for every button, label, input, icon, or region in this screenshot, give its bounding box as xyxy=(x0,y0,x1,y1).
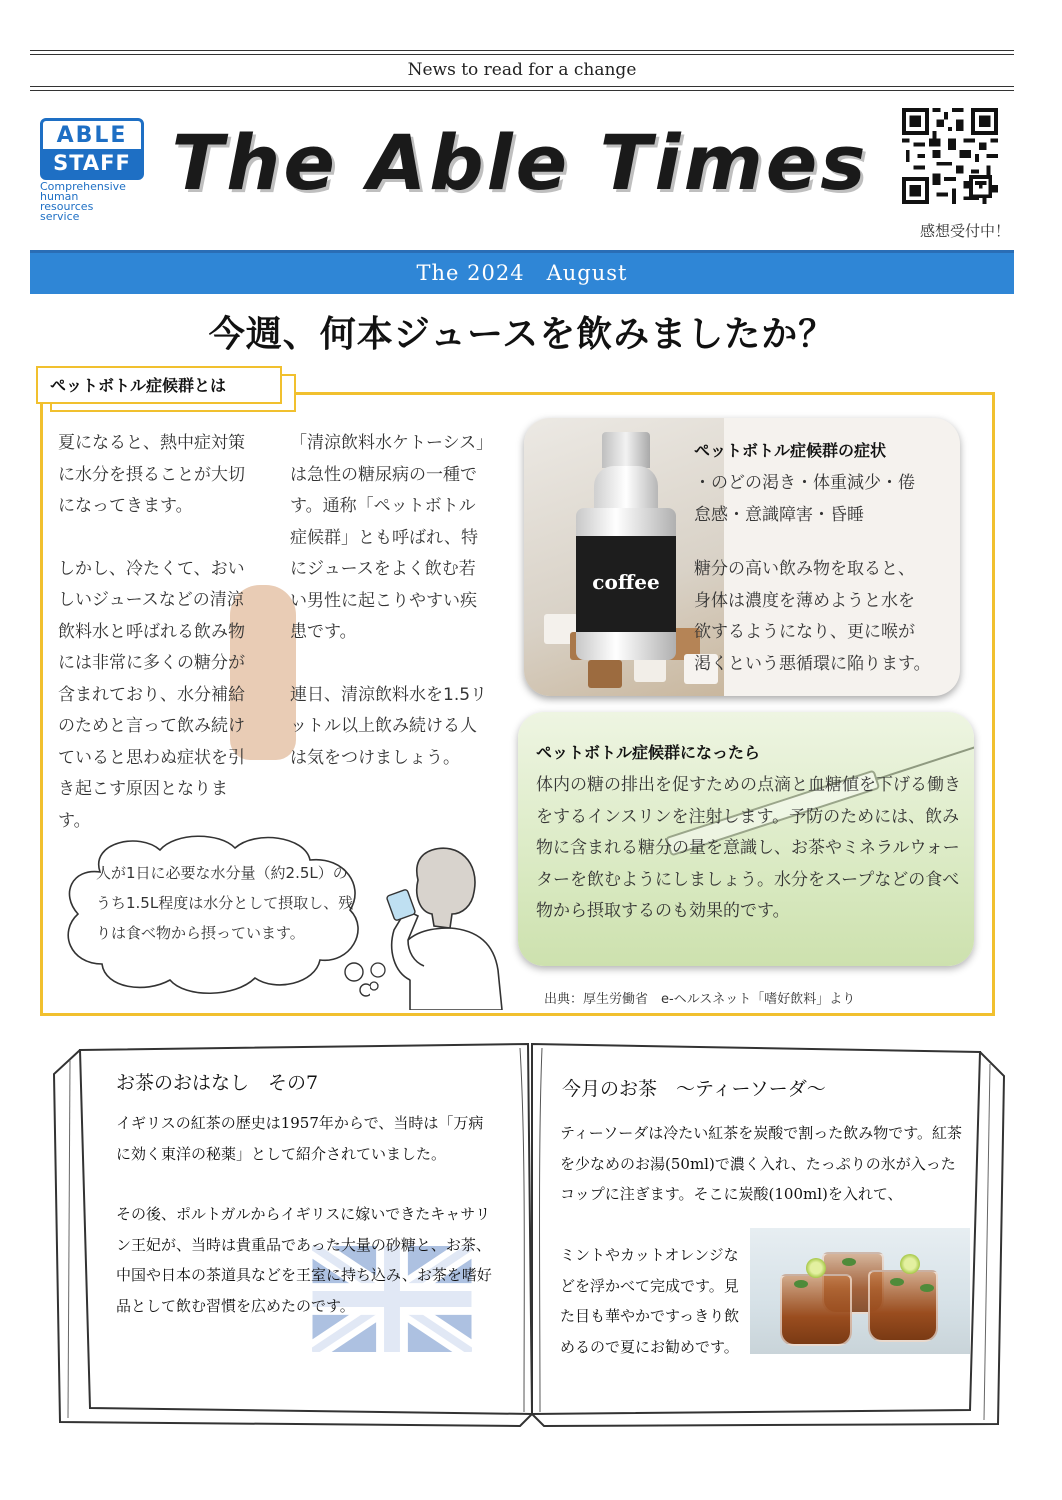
logo-sub-1: Comprehensive xyxy=(40,180,126,193)
feature-column-2 xyxy=(290,428,490,805)
symptoms-body-line: 糖分の高い飲み物を取ると、 xyxy=(694,559,915,579)
tagline: News to read for a change xyxy=(407,60,637,80)
monthly-tea-body-bottom: ミントやカットオレンジなどを浮かべて完成です。見た目も華やかですっきり飲めるので夏にお勧めです。 xyxy=(560,1246,740,1356)
tea-story-body xyxy=(116,1108,496,1351)
issue-date: The 2024 August xyxy=(416,261,628,285)
tea-story-title: お茶のおはなし その7 xyxy=(116,1072,319,1094)
able-staff-logo xyxy=(40,118,144,180)
qr-caption: 感想受付中！ xyxy=(919,222,1010,240)
masthead-title: The Able Times xyxy=(171,118,869,207)
section-tab xyxy=(36,366,282,404)
logo-sub-2: human xyxy=(40,190,79,203)
logo-subtitle xyxy=(40,182,150,222)
paragraph: イギリスの紅茶の歴史は1957年からで、当時は「万病に効く東洋の秘薬」として紹介されていました。 xyxy=(116,1114,484,1163)
paragraph: 連日、清涼飲料水を1.5リットル以上飲み続ける人は気をつけましょう。 xyxy=(290,684,488,768)
qr-code-icon[interactable] xyxy=(902,108,998,204)
symptoms-body-line: 身体は濃度を薄めようと水を xyxy=(694,590,915,611)
issue-date-band xyxy=(30,250,1014,294)
header-rule-bottom xyxy=(30,86,1014,91)
logo-line1: ABLE xyxy=(56,123,128,148)
symptoms-title: ペットボトル症候群の症状 xyxy=(694,441,887,460)
symptoms-body xyxy=(694,554,956,680)
header-rule-top xyxy=(30,50,1014,55)
main-headline: 今週、何本ジュースを飲みましたか？ xyxy=(208,314,836,355)
tea-soda-photo xyxy=(750,1228,970,1354)
monthly-tea-body-top: ティーソーダは冷たい紅茶を炭酸で割った飲み物です。紅茶を少なめのお湯(50ml)で濃く入れ、たっぷりの氷が入ったコップに注ぎます。そこに炭酸(100ml)を入れて、 xyxy=(560,1124,963,1203)
treatment-body: 体内の糖の排出を促すための点滴と血糖値を下げる働きをするインスリンを注射します。予防のためには、飲み物に含まれる糖分の量を意識し、お茶やミネラルウォーターを飲むようにしましょう。水分をスープなどの食べ物から摂取するのも効果的です。 xyxy=(536,775,961,921)
bubble-text: 人が1日に必要な水分量（約2.5L）のうち1.5L程度は水分として摂取し、残りは食べ物から摂っています。 xyxy=(96,864,354,942)
coffee-bottle-icon xyxy=(574,432,678,660)
paragraph: 夏になると、熱中症対策に水分を摂ることが大切になってきます。 xyxy=(58,433,245,516)
symptoms-list xyxy=(694,468,956,531)
symptoms-list-line: 怠感・意識障害・昏睡 xyxy=(694,504,864,525)
person-drinking-icon xyxy=(370,840,510,1010)
treatment-card xyxy=(518,712,974,966)
source-citation: 出典：厚生労働省 e-ヘルスネット「嗜好飲料」より xyxy=(544,992,856,1007)
paragraph: しかし、冷たくて、おいしいジュースなどの清涼飲料水と呼ばれる飲み物には非常に多くの糖分が含まれており、水分補給のためと言って飲み続けていると思わぬ症状を引き起こす原因となります。 xyxy=(58,558,245,831)
symptoms-list-line: ・のどの渇き・体重減少・倦 xyxy=(694,473,915,493)
logo-sub-4: service xyxy=(40,210,80,223)
bottle-label: coffee xyxy=(592,570,660,594)
logo-line2: STAFF xyxy=(43,149,141,177)
logo-sub-3: resources xyxy=(40,200,94,213)
section-tab-label: ペットボトル症候群とは xyxy=(50,376,227,395)
paragraph: その後、ポルトガルからイギリスに嫁いできたキャサリン王妃が、当時は貴重品であった大量の砂糖と、お茶、中国や日本の茶道具などを王室に持ち込み、お茶を嗜好品として飲む習慣を広めたのです。 xyxy=(116,1205,492,1315)
feature-column-1 xyxy=(58,428,254,868)
symptoms-body-line: 欲するようになり、更に喉が xyxy=(694,622,915,642)
symptoms-body-line: 渇くという悪循環に陥ります。 xyxy=(694,653,931,674)
treatment-title: ペットボトル症候群になったら xyxy=(536,743,761,762)
paragraph: 「清涼飲料水ケトーシス」は急性の糖尿病の一種です。通称「ペットボトル症候群」とも呼ばれ、特にジュースをよく飲む若い男性に起こりやすい疾患です。 xyxy=(290,433,485,642)
symptoms-card xyxy=(524,418,960,696)
monthly-tea-title: 今月のお茶 ～ティーソーダ～ xyxy=(562,1078,826,1100)
